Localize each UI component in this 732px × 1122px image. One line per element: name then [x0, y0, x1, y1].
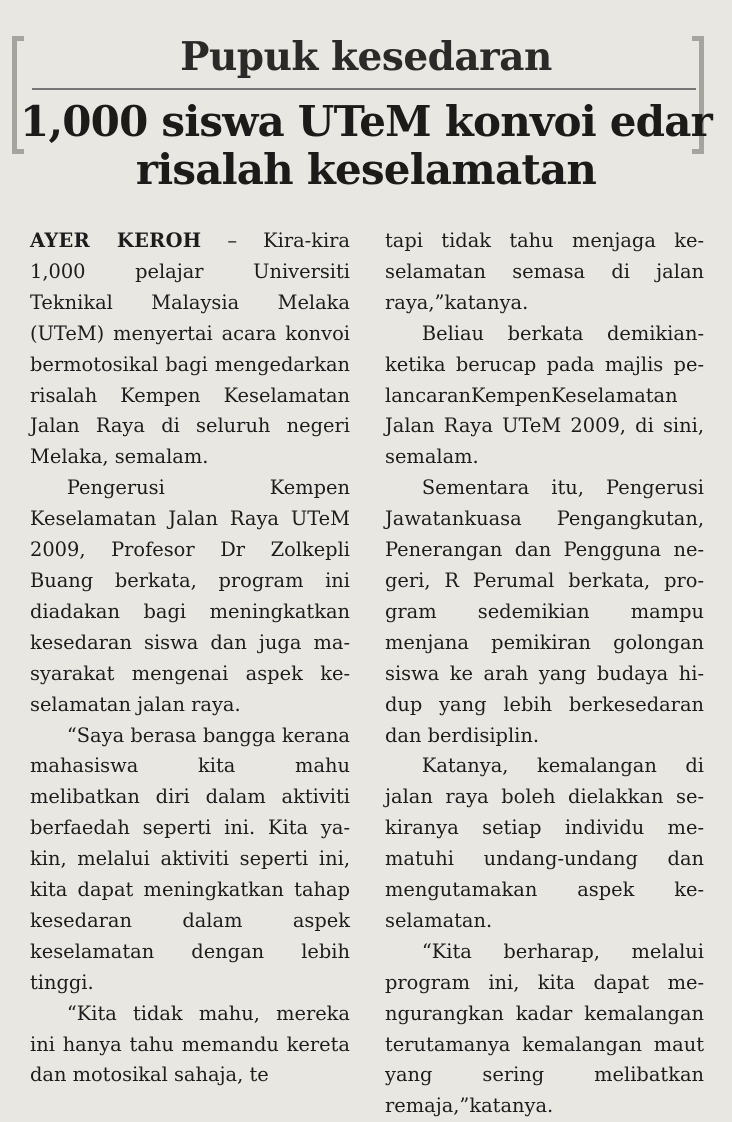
paragraph: Beliau berkata demikianketika berucap pada majlis pelancaranKempenKeselamatan Jalan Raya UTeM 2009, di sini, semalam.	[385, 321, 704, 469]
lead-paragraph	[30, 226, 350, 473]
article-column-2	[385, 226, 704, 1122]
headline-line-1: 1,000 siswa UTeM konvoi edar	[20, 97, 712, 146]
header-divider	[32, 88, 696, 90]
paragraph: Pengerusi Kempen Keselamatan Jalan Raya UTeM 2009, Profesor Dr Zolkepli Buang berkata, program ini diadakan bagi meningkatkan kesedaran siswa dan juga masyarakat mengenai aspek keselamatan jalan raya.	[30, 476, 350, 716]
paragraph: Katanya, kemalangan di jalan raya boleh dielakkan sekiranya setiap individu mematuhi undang-undang dan mengutamakan aspek keselamatan.	[385, 754, 704, 932]
lead-paragraph-text: – Kira-kira 1,000 pelajar Universiti Teknikal Malaysia Melaka (UTeM) menyertai acara konvoi bermotosikal bagi mengedarkan risalah Kempen Keselamatan Jalan Raya di seluruh negeri Melaka, semalam.	[30, 229, 350, 469]
paragraph: “Kita berharap, melalui program ini, kita dapat mengurangkan kadar kemalangan terutamanya kemalangan maut yang sering melibatkan remaja,”katanya.	[385, 939, 704, 1118]
paragraph: “Kita tidak mahu, mereka ini hanya tahu memandu kereta dan motosikal sahaja, te	[30, 1001, 350, 1087]
kicker-title: Pupuk kesedaran	[180, 34, 552, 80]
dateline: AYER KEROH	[30, 229, 202, 252]
headline	[0, 98, 732, 194]
headline-line-2: risalah keselamatan	[135, 145, 597, 194]
paragraph: “Saya berasa bangga kerana mahasiswa kita mahu melibatkan diri dalam aktiviti berfaedah seperti ini. Kita yakin, melalui aktiviti seperti ini, kita dapat meningkatkan tahap kesedaran dalam aspek keselamatan dengan lebih tinggi.	[30, 723, 350, 994]
paragraph-continuation: tapi tidak tahu menjaga keselamatan semasa di jalan raya,”katanya.	[385, 229, 704, 314]
article-header	[0, 0, 732, 200]
paragraph: Sementara itu, Pengerusi Jawatankuasa Pengangkutan, Penerangan dan Pengguna negeri, R Perumal berkata, program sedemikian mampu menjana pemikiran golongan siswa ke arah yang budaya hidup yang lebih berkesedaran dan berdisiplin.	[385, 476, 704, 747]
article-column-1	[30, 226, 350, 1091]
